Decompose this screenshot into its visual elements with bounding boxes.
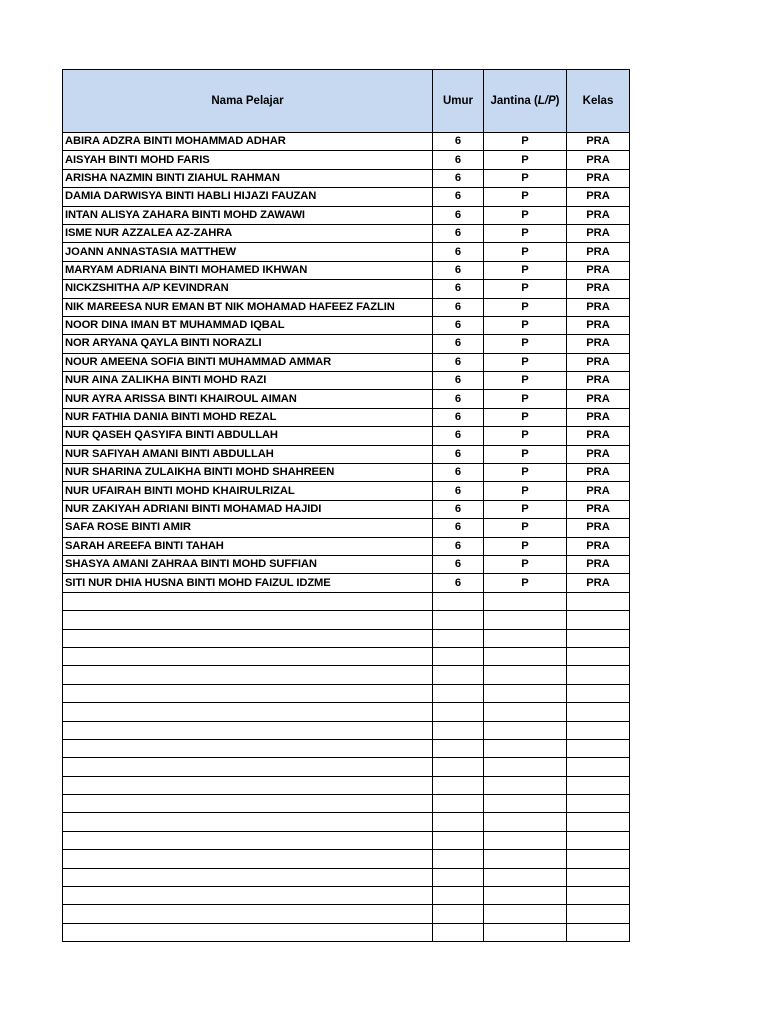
- cell-age[interactable]: 6: [433, 169, 484, 187]
- cell-gender[interactable]: P: [484, 224, 567, 242]
- table-row: [63, 555, 630, 573]
- header-age[interactable]: Umur: [433, 70, 484, 133]
- cell-age[interactable]: 6: [433, 133, 484, 151]
- cell-student-name[interactable]: SITI NUR DHIA HUSNA BINTI MOHD FAIZUL IDZME: [63, 574, 433, 592]
- empty-cell[interactable]: [433, 813, 484, 831]
- empty-cell[interactable]: [63, 592, 433, 610]
- empty-cell[interactable]: [63, 776, 433, 794]
- empty-cell[interactable]: [63, 739, 433, 757]
- cell-age[interactable]: 6: [433, 464, 484, 482]
- cell-class[interactable]: PRA: [567, 335, 630, 353]
- cell-gender[interactable]: P: [484, 188, 567, 206]
- empty-cell[interactable]: [63, 795, 433, 813]
- empty-cell[interactable]: [63, 611, 433, 629]
- student-roster-table: [62, 69, 630, 942]
- cell-age[interactable]: 6: [433, 537, 484, 555]
- empty-table-row: [63, 611, 630, 629]
- table-header: [63, 70, 630, 133]
- empty-cell[interactable]: [567, 703, 630, 721]
- table-row: [63, 390, 630, 408]
- empty-table-row: [63, 923, 630, 941]
- cell-class[interactable]: PRA: [567, 133, 630, 151]
- cell-age[interactable]: 6: [433, 280, 484, 298]
- empty-cell[interactable]: [567, 758, 630, 776]
- empty-cell[interactable]: [433, 611, 484, 629]
- empty-cell[interactable]: [63, 868, 433, 886]
- table-row: [63, 188, 630, 206]
- empty-cell[interactable]: [484, 721, 567, 739]
- empty-cell[interactable]: [567, 850, 630, 868]
- empty-cell[interactable]: [484, 813, 567, 831]
- empty-cell[interactable]: [484, 739, 567, 757]
- empty-cell[interactable]: [484, 703, 567, 721]
- cell-gender[interactable]: P: [484, 464, 567, 482]
- cell-class[interactable]: PRA: [567, 427, 630, 445]
- empty-cell[interactable]: [484, 831, 567, 849]
- header-gender-code: L/P: [537, 95, 556, 107]
- cell-gender[interactable]: P: [484, 574, 567, 592]
- empty-cell[interactable]: [567, 666, 630, 684]
- cell-gender[interactable]: P: [484, 537, 567, 555]
- empty-cell[interactable]: [433, 629, 484, 647]
- table-row: [63, 133, 630, 151]
- cell-class[interactable]: PRA: [567, 574, 630, 592]
- table-row: [63, 372, 630, 390]
- cell-class[interactable]: PRA: [567, 390, 630, 408]
- empty-cell[interactable]: [433, 776, 484, 794]
- empty-cell[interactable]: [433, 868, 484, 886]
- cell-student-name[interactable]: SARAH AREEFA BINTI TAHAH: [63, 537, 433, 555]
- empty-cell[interactable]: [63, 850, 433, 868]
- cell-class[interactable]: PRA: [567, 519, 630, 537]
- cell-student-name[interactable]: ISME NUR AZZALEA AZ-ZAHRA: [63, 224, 433, 242]
- empty-cell[interactable]: [567, 887, 630, 905]
- empty-cell[interactable]: [484, 592, 567, 610]
- cell-gender[interactable]: P: [484, 151, 567, 169]
- cell-age[interactable]: 6: [433, 390, 484, 408]
- cell-age[interactable]: 6: [433, 574, 484, 592]
- table-row: [63, 298, 630, 316]
- empty-cell[interactable]: [567, 592, 630, 610]
- cell-age[interactable]: 6: [433, 408, 484, 426]
- empty-cell[interactable]: [433, 721, 484, 739]
- empty-cell[interactable]: [484, 868, 567, 886]
- empty-cell[interactable]: [63, 831, 433, 849]
- cell-gender[interactable]: P: [484, 427, 567, 445]
- empty-cell[interactable]: [63, 721, 433, 739]
- header-row: [63, 70, 630, 133]
- student-roster-sheet: [62, 69, 630, 942]
- empty-cell[interactable]: [433, 850, 484, 868]
- empty-table-row: [63, 739, 630, 757]
- cell-class[interactable]: PRA: [567, 206, 630, 224]
- cell-age[interactable]: 6: [433, 243, 484, 261]
- empty-cell[interactable]: [567, 905, 630, 923]
- table-row: [63, 519, 630, 537]
- cell-age[interactable]: 6: [433, 427, 484, 445]
- cell-gender[interactable]: P: [484, 316, 567, 334]
- cell-gender[interactable]: P: [484, 206, 567, 224]
- empty-cell[interactable]: [433, 592, 484, 610]
- cell-gender[interactable]: P: [484, 353, 567, 371]
- empty-cell[interactable]: [433, 758, 484, 776]
- cell-class[interactable]: PRA: [567, 316, 630, 334]
- cell-class[interactable]: PRA: [567, 298, 630, 316]
- cell-student-name[interactable]: NOOR DINA IMAN BT MUHAMMAD IQBAL: [63, 316, 433, 334]
- cell-age[interactable]: 6: [433, 335, 484, 353]
- cell-student-name[interactable]: INTAN ALISYA ZAHARA BINTI MOHD ZAWAWI: [63, 206, 433, 224]
- empty-cell[interactable]: [433, 795, 484, 813]
- cell-age[interactable]: 6: [433, 353, 484, 371]
- cell-gender[interactable]: P: [484, 335, 567, 353]
- empty-cell[interactable]: [567, 795, 630, 813]
- cell-class[interactable]: PRA: [567, 408, 630, 426]
- cell-student-name[interactable]: NUR QASEH QASYIFA BINTI ABDULLAH: [63, 427, 433, 445]
- cell-student-name[interactable]: NOR ARYANA QAYLA BINTI NORAZLI: [63, 335, 433, 353]
- empty-table-row: [63, 887, 630, 905]
- cell-student-name[interactable]: ABIRA ADZRA BINTI MOHAMMAD ADHAR: [63, 133, 433, 151]
- table-row: [63, 537, 630, 555]
- cell-gender[interactable]: P: [484, 555, 567, 573]
- cell-class[interactable]: PRA: [567, 372, 630, 390]
- cell-age[interactable]: 6: [433, 224, 484, 242]
- empty-cell[interactable]: [484, 684, 567, 702]
- cell-student-name[interactable]: NICKZSHITHA A/P KEVINDRAN: [63, 280, 433, 298]
- empty-table-row: [63, 905, 630, 923]
- table-body: [63, 133, 630, 942]
- header-gender-prefix: Jantina (: [490, 95, 538, 107]
- table-row: [63, 169, 630, 187]
- table-row: [63, 316, 630, 334]
- cell-age[interactable]: 6: [433, 206, 484, 224]
- empty-cell[interactable]: [567, 923, 630, 941]
- empty-cell[interactable]: [63, 758, 433, 776]
- table-row: [63, 500, 630, 518]
- cell-student-name[interactable]: JOANN ANNASTASIA MATTHEW: [63, 243, 433, 261]
- cell-age[interactable]: 6: [433, 555, 484, 573]
- empty-cell[interactable]: [484, 776, 567, 794]
- empty-cell[interactable]: [63, 666, 433, 684]
- empty-table-row: [63, 666, 630, 684]
- empty-cell[interactable]: [567, 647, 630, 665]
- cell-student-name[interactable]: NUR ZAKIYAH ADRIANI BINTI MOHAMAD HAJIDI: [63, 500, 433, 518]
- cell-class[interactable]: PRA: [567, 555, 630, 573]
- cell-class[interactable]: PRA: [567, 537, 630, 555]
- empty-cell[interactable]: [484, 629, 567, 647]
- cell-class[interactable]: PRA: [567, 169, 630, 187]
- cell-age[interactable]: 6: [433, 372, 484, 390]
- empty-cell[interactable]: [567, 831, 630, 849]
- empty-cell[interactable]: [63, 703, 433, 721]
- empty-cell[interactable]: [567, 684, 630, 702]
- table-row: [63, 445, 630, 463]
- empty-table-row: [63, 795, 630, 813]
- empty-cell[interactable]: [63, 684, 433, 702]
- cell-class[interactable]: PRA: [567, 464, 630, 482]
- cell-age[interactable]: 6: [433, 316, 484, 334]
- empty-table-row: [63, 592, 630, 610]
- empty-cell[interactable]: [433, 684, 484, 702]
- cell-student-name[interactable]: NUR AYRA ARISSA BINTI KHAIROUL AIMAN: [63, 390, 433, 408]
- table-row: [63, 206, 630, 224]
- cell-gender[interactable]: P: [484, 261, 567, 279]
- cell-gender[interactable]: P: [484, 445, 567, 463]
- empty-cell[interactable]: [433, 666, 484, 684]
- empty-cell[interactable]: [63, 923, 433, 941]
- cell-student-name[interactable]: NUR SAFIYAH AMANI BINTI ABDULLAH: [63, 445, 433, 463]
- cell-class[interactable]: PRA: [567, 445, 630, 463]
- cell-gender[interactable]: P: [484, 500, 567, 518]
- cell-gender[interactable]: P: [484, 519, 567, 537]
- empty-cell[interactable]: [433, 647, 484, 665]
- empty-cell[interactable]: [433, 905, 484, 923]
- table-row: [63, 243, 630, 261]
- empty-table-row: [63, 758, 630, 776]
- empty-cell[interactable]: [63, 813, 433, 831]
- cell-gender[interactable]: P: [484, 408, 567, 426]
- header-class[interactable]: Kelas: [567, 70, 630, 133]
- cell-class[interactable]: PRA: [567, 243, 630, 261]
- empty-cell[interactable]: [433, 831, 484, 849]
- table-row: [63, 464, 630, 482]
- cell-student-name[interactable]: SAFA ROSE BINTI AMIR: [63, 519, 433, 537]
- empty-cell[interactable]: [567, 813, 630, 831]
- cell-student-name[interactable]: ARISHA NAZMIN BINTI ZIAHUL RAHMAN: [63, 169, 433, 187]
- empty-table-row: [63, 703, 630, 721]
- cell-gender[interactable]: P: [484, 169, 567, 187]
- empty-cell[interactable]: [484, 647, 567, 665]
- table-row: [63, 261, 630, 279]
- cell-gender[interactable]: P: [484, 298, 567, 316]
- empty-cell[interactable]: [484, 887, 567, 905]
- empty-cell[interactable]: [567, 629, 630, 647]
- empty-cell[interactable]: [433, 923, 484, 941]
- empty-table-row: [63, 813, 630, 831]
- cell-class[interactable]: PRA: [567, 280, 630, 298]
- empty-table-row: [63, 629, 630, 647]
- empty-cell[interactable]: [63, 629, 433, 647]
- cell-age[interactable]: 6: [433, 500, 484, 518]
- empty-cell[interactable]: [63, 647, 433, 665]
- cell-age[interactable]: 6: [433, 482, 484, 500]
- empty-cell[interactable]: [63, 887, 433, 905]
- cell-class[interactable]: PRA: [567, 188, 630, 206]
- empty-table-row: [63, 684, 630, 702]
- table-row: [63, 151, 630, 169]
- table-row: [63, 482, 630, 500]
- cell-gender[interactable]: P: [484, 482, 567, 500]
- cell-gender[interactable]: P: [484, 390, 567, 408]
- cell-gender[interactable]: P: [484, 243, 567, 261]
- table-row: [63, 574, 630, 592]
- cell-class[interactable]: PRA: [567, 500, 630, 518]
- cell-student-name[interactable]: NUR FATHIA DANIA BINTI MOHD REZAL: [63, 408, 433, 426]
- header-gender[interactable]: [484, 70, 567, 133]
- cell-student-name[interactable]: NUR SHARINA ZULAIKHA BINTI MOHD SHAHREEN: [63, 464, 433, 482]
- empty-cell[interactable]: [567, 611, 630, 629]
- table-row: [63, 353, 630, 371]
- cell-student-name[interactable]: NIK MAREESA NUR EMAN BT NIK MOHAMAD HAFEEZ FAZLIN: [63, 298, 433, 316]
- empty-cell[interactable]: [63, 905, 433, 923]
- cell-class[interactable]: PRA: [567, 261, 630, 279]
- empty-cell[interactable]: [567, 739, 630, 757]
- empty-table-row: [63, 831, 630, 849]
- cell-age[interactable]: 6: [433, 188, 484, 206]
- empty-cell[interactable]: [567, 721, 630, 739]
- empty-cell[interactable]: [567, 776, 630, 794]
- cell-class[interactable]: PRA: [567, 482, 630, 500]
- empty-cell[interactable]: [484, 758, 567, 776]
- cell-age[interactable]: 6: [433, 519, 484, 537]
- empty-cell[interactable]: [433, 739, 484, 757]
- empty-table-row: [63, 721, 630, 739]
- cell-student-name[interactable]: SHASYA AMANI ZAHRAA BINTI MOHD SUFFIAN: [63, 555, 433, 573]
- table-row: [63, 427, 630, 445]
- cell-student-name[interactable]: MARYAM ADRIANA BINTI MOHAMED IKHWAN: [63, 261, 433, 279]
- cell-gender[interactable]: P: [484, 133, 567, 151]
- empty-cell[interactable]: [484, 923, 567, 941]
- empty-cell[interactable]: [484, 905, 567, 923]
- empty-cell[interactable]: [433, 703, 484, 721]
- cell-class[interactable]: PRA: [567, 353, 630, 371]
- cell-age[interactable]: 6: [433, 445, 484, 463]
- cell-student-name[interactable]: AISYAH BINTI MOHD FARIS: [63, 151, 433, 169]
- table-row: [63, 335, 630, 353]
- empty-cell[interactable]: [484, 611, 567, 629]
- cell-student-name[interactable]: NUR AINA ZALIKHA BINTI MOHD RAZI: [63, 372, 433, 390]
- empty-table-row: [63, 776, 630, 794]
- cell-age[interactable]: 6: [433, 298, 484, 316]
- table-row: [63, 408, 630, 426]
- header-gender-suffix: ): [555, 95, 560, 107]
- empty-cell[interactable]: [567, 868, 630, 886]
- empty-table-row: [63, 647, 630, 665]
- cell-class[interactable]: PRA: [567, 224, 630, 242]
- empty-table-row: [63, 850, 630, 868]
- cell-student-name[interactable]: DAMIA DARWISYA BINTI HABLI HIJAZI FAUZAN: [63, 188, 433, 206]
- cell-student-name[interactable]: NUR UFAIRAH BINTI MOHD KHAIRULRIZAL: [63, 482, 433, 500]
- cell-age[interactable]: 6: [433, 151, 484, 169]
- table-row: [63, 280, 630, 298]
- empty-table-row: [63, 868, 630, 886]
- table-row: [63, 224, 630, 242]
- cell-student-name[interactable]: NOUR AMEENA SOFIA BINTI MUHAMMAD AMMAR: [63, 353, 433, 371]
- cell-age[interactable]: 6: [433, 261, 484, 279]
- cell-class[interactable]: PRA: [567, 151, 630, 169]
- empty-cell[interactable]: [484, 666, 567, 684]
- cell-gender[interactable]: P: [484, 280, 567, 298]
- cell-gender[interactable]: P: [484, 372, 567, 390]
- empty-cell[interactable]: [484, 850, 567, 868]
- header-student-name[interactable]: Nama Pelajar: [63, 70, 433, 133]
- empty-cell[interactable]: [484, 795, 567, 813]
- empty-cell[interactable]: [433, 887, 484, 905]
